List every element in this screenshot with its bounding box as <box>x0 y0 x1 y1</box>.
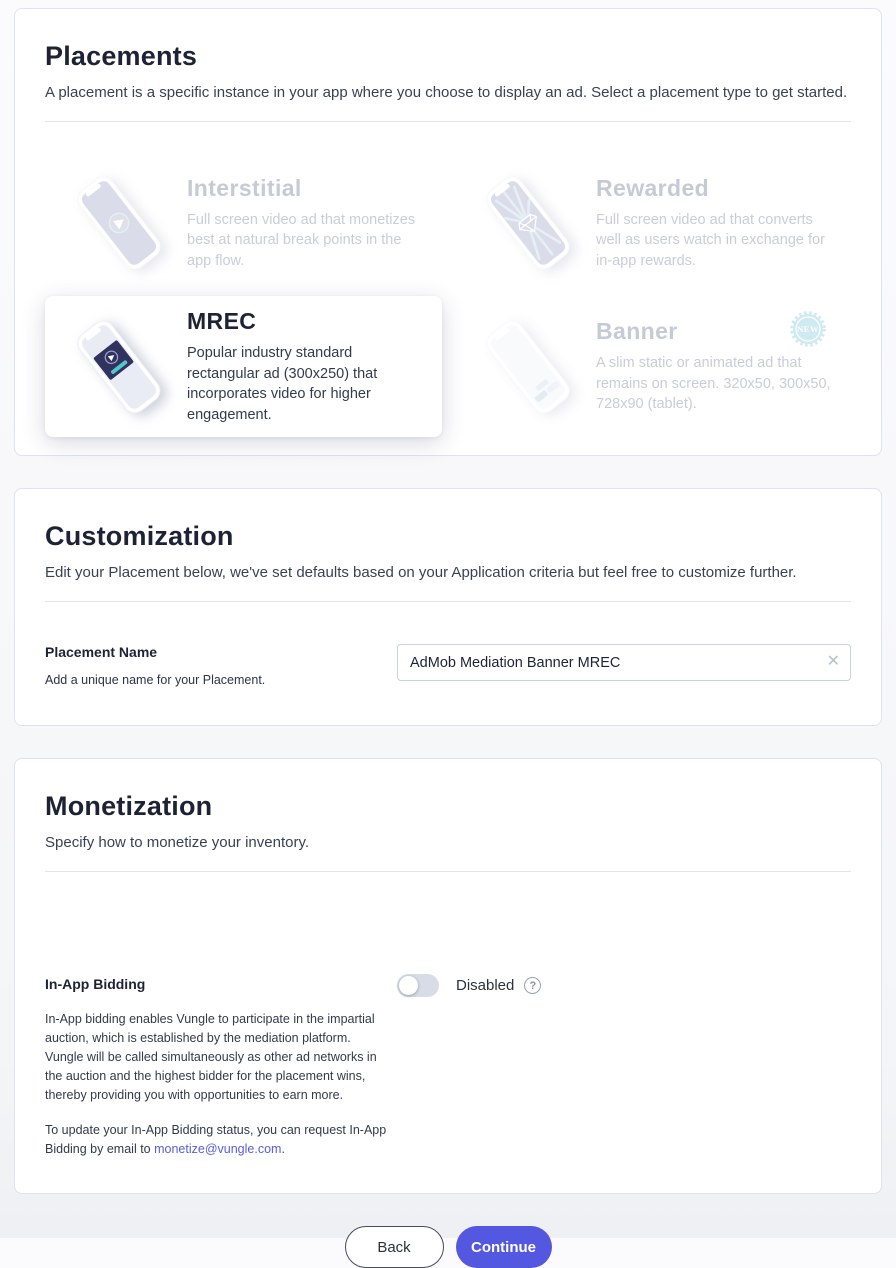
monetize-email-link[interactable]: monetize@vungle.com <box>154 1142 282 1157</box>
customization-card <box>14 488 882 726</box>
interstitial-phone-icon <box>61 170 177 276</box>
placement-type-interstitial[interactable] <box>45 158 442 288</box>
update-note-text: To update your In-App Bidding status, you can request In-App Bidding by email to <box>45 1123 387 1157</box>
help-icon[interactable]: ? <box>524 977 541 994</box>
placements-title: Placements <box>45 41 198 71</box>
placement-name-label: Placement Name <box>45 644 158 661</box>
interstitial-description: Full screen video ad that monetizes best at natural break points in the app flow. <box>187 211 416 269</box>
mrec-title: MREC <box>187 308 257 334</box>
clear-input-icon[interactable]: ✕ <box>826 653 840 671</box>
period: . <box>281 1142 285 1157</box>
placement-type-mrec[interactable] <box>45 296 442 437</box>
continue-button[interactable]: Continue <box>456 1226 552 1268</box>
svg-text:NEW: NEW <box>796 324 820 334</box>
banner-phone-icon <box>470 314 586 420</box>
placements-subtitle: A placement is a specific instance in your app where you choose to display an ad. Select a placement type to get started. <box>45 84 848 101</box>
rewarded-title: Rewarded <box>596 174 710 201</box>
banner-description: A slim static or animated ad that remains on screen. 320x50, 300x50, 728x90 (tablet). <box>596 355 831 413</box>
new-badge-icon <box>789 310 827 348</box>
interstitial-title: Interstitial <box>187 174 302 201</box>
in-app-bidding-toggle-group <box>397 974 541 997</box>
in-app-bidding-update-note <box>45 1121 391 1159</box>
placement-type-rewarded[interactable] <box>454 158 851 288</box>
placement-type-banner[interactable] <box>454 296 851 437</box>
placement-name-field <box>397 644 851 681</box>
placement-name-input[interactable] <box>397 644 851 681</box>
back-button[interactable]: Back <box>345 1226 444 1268</box>
mrec-phone-icon <box>61 314 177 420</box>
mrec-description: Popular industry standard rectangular ad (300x250) that incorporates video for higher engagement. <box>187 345 378 423</box>
in-app-bidding-description: In-App bidding enables Vungle to participate in the impartial auction, which is established by the mediation platform. Vungle will be called simultaneously as other ad networks in the auction and the highest bidder for the placement wins, thereby providing you with opportunities to earn more. <box>45 1012 377 1103</box>
monetization-subtitle: Specify how to monetize your inventory. <box>45 834 310 852</box>
placement-name-row <box>45 644 851 725</box>
in-app-bidding-label: In-App Bidding <box>45 976 146 993</box>
placement-name-help: Add a unique name for your Placement. <box>45 673 266 688</box>
customization-divider <box>45 601 851 602</box>
placements-card <box>14 8 882 456</box>
monetization-divider <box>45 871 851 872</box>
placement-type-grid <box>45 158 851 455</box>
banner-title: Banner <box>596 318 678 345</box>
in-app-bidding-status: Disabled <box>456 977 515 995</box>
in-app-bidding-toggle[interactable] <box>397 974 439 997</box>
in-app-bidding-row <box>45 976 851 1193</box>
toggle-knob <box>399 976 418 995</box>
monetization-title: Monetization <box>45 791 213 822</box>
customization-subtitle: Edit your Placement below, we've set defaults based on your Application criteria but feel free to customize further. <box>45 564 797 582</box>
footer-actions <box>0 1226 896 1268</box>
placements-divider <box>45 121 851 122</box>
monetization-card <box>14 758 882 1194</box>
rewarded-description: Full screen video ad that converts well as users watch in exchange for in-app rewards. <box>596 211 825 269</box>
customization-title: Customization <box>45 521 234 552</box>
rewarded-phone-icon <box>470 170 586 276</box>
